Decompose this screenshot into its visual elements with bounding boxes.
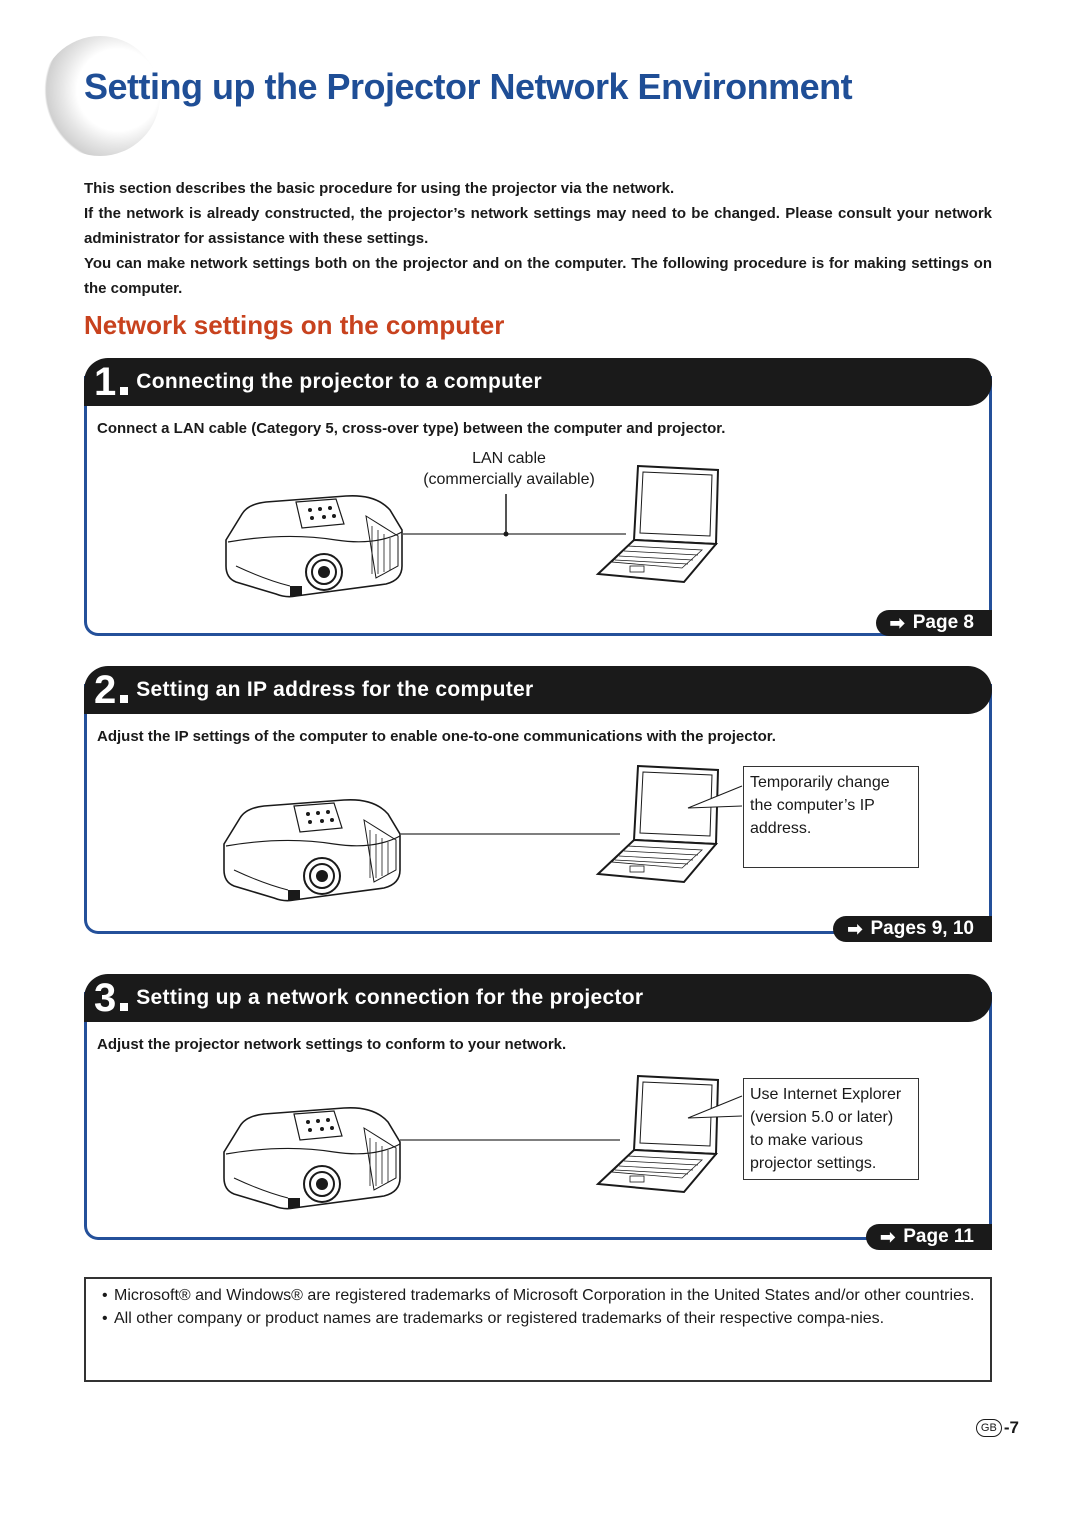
page-reference-label: Page 8 <box>912 612 974 633</box>
region-badge: GB <box>976 1419 1002 1437</box>
trademark-notes <box>84 1277 992 1382</box>
page-number <box>976 1418 1019 1438</box>
intro-paragraph: If the network is already constructed, the projector’s network settings may need to be changed. Please consult your network administrator for assistance with these settings. <box>84 205 992 247</box>
step-title: Setting up a network connection for the projector <box>136 986 644 1009</box>
step-number: 1 <box>94 360 117 404</box>
step-title: Connecting the projector to a computer <box>136 370 543 393</box>
callout-line: to make various <box>750 1132 863 1149</box>
callout-line: Use Internet Explorer <box>750 1086 902 1103</box>
lan-cable-label-line: LAN cable <box>472 450 546 467</box>
callout-line: projector settings. <box>750 1155 877 1172</box>
section-subheading: Network settings on the computer <box>84 310 505 340</box>
arrow-right-icon: ➡ <box>889 612 905 633</box>
callout-line: (version 5.0 or later) <box>750 1109 894 1126</box>
step-description: Adjust the IP settings of the computer to enable one-to-one communications with the projector. <box>97 728 776 745</box>
step-title: Setting an IP address for the computer <box>136 678 534 701</box>
note-item: • All other company or product names are trademarks or registered trademarks of their respective compa-nies. <box>102 1307 980 1330</box>
callout-line: address. <box>750 820 812 837</box>
page-reference-label: Pages 9, 10 <box>870 918 974 939</box>
lan-cable-label-line: (commercially available) <box>423 471 595 488</box>
step-number: 2 <box>94 668 117 712</box>
step-description: Adjust the projector network settings to conform to your network. <box>97 1036 567 1053</box>
step-number: 3 <box>94 976 117 1020</box>
arrow-right-icon: ➡ <box>880 1226 896 1247</box>
step-description: Connect a LAN cable (Category 5, cross-over type) between the computer and projector. <box>97 420 726 437</box>
callout-line: the computer’s IP <box>750 797 875 814</box>
intro-paragraph: You can make network settings both on the projector and on the computer. The following procedure is for making settings on the computer. <box>84 255 992 297</box>
page-number-label: -7 <box>1003 1418 1019 1437</box>
page-reference-label: Page 11 <box>903 1226 974 1247</box>
callout-line: Temporarily change <box>750 774 890 791</box>
intro-paragraph: This section describes the basic procedure for using the projector via the network. <box>84 180 675 197</box>
page-title: Setting up the Projector Network Environment <box>84 66 853 107</box>
note-item: • Microsoft® and Windows® are registered trademarks of Microsoft Corporation in the United States and/or other countries. <box>102 1284 980 1307</box>
arrow-right-icon: ➡ <box>847 918 863 939</box>
